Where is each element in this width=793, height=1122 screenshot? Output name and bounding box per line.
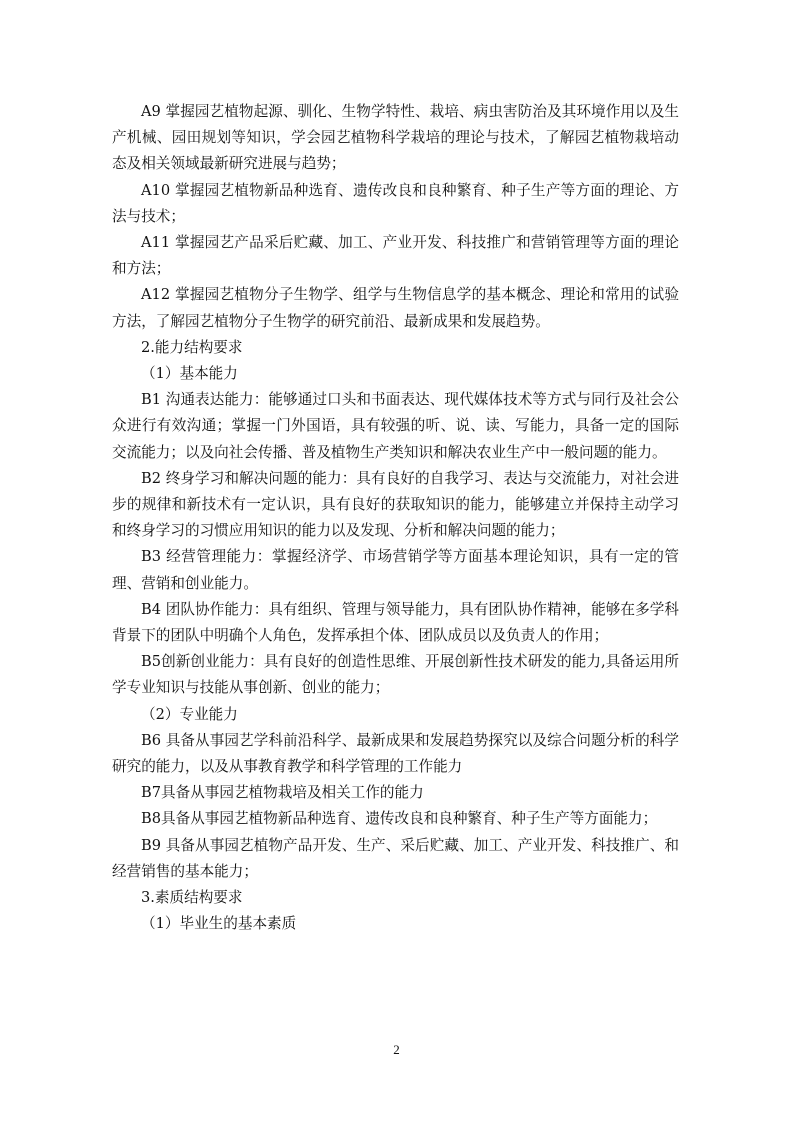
subheading-basic-quality: （1）毕业生的基本素质: [141, 915, 297, 933]
paragraph-b9: B9 具备从事园艺植物产品开发、生产、采后贮藏、加工、产业开发、科技推广、和经营销售的基本能力；: [112, 836, 679, 880]
section-heading-ability: 2.能力结构要求: [141, 338, 243, 356]
paragraph-b3: B3 经营管理能力：掌握经济学、市场营销学等方面基本理论知识，具有一定的管理、营销和创业能力。: [112, 548, 679, 592]
paragraph-b2: B2 终身学习和解决问题的能力：具有良好的自我学习、表达与交流能力，对社会进步的规律和新技术有一定认识，具有良好的获取知识的能力，能够建立并保持主动学习和终身学习的习惯应用知识的能力以及发现、分析和解决问题的能力；: [112, 469, 679, 540]
page-number: 2: [393, 1042, 400, 1057]
paragraph-b5: B5创新创业能力：具有良好的创造性思维、开展创新性技术研发的能力,具备运用所学专业知识与技能从事创新、创业的能力；: [112, 653, 679, 697]
paragraph-a10: A10 掌握园艺植物新品种选育、遗传改良和良种繁育、种子生产等方面的理论、方法与技术；: [112, 181, 679, 225]
paragraph-b6: B6 具备从事园艺学科前沿科学、最新成果和发展趋势探究以及综合问题分析的科学研究的能力，以及从事教育教学和科学管理的工作能力: [112, 731, 679, 776]
paragraph-a11: A11 掌握园艺产品采后贮藏、加工、产业开发、科技推广和营销管理等方面的理论和方法；: [112, 234, 679, 278]
paragraph-b1: B1 沟通表达能力：能够通过口头和书面表达、现代媒体技术等方式与同行及社会公众进行有效沟通；掌握一门外国语，具有较强的听、说、读、写能力，具备一定的国际交流能力；以及向社会传播、普及植物生产类知识和解决农业生产中一般问题的能力。: [112, 391, 679, 461]
paragraph-a9: A9 掌握园艺植物起源、驯化、生物学特性、栽培、病虫害防治及其环境作用以及生产机械、园田规划等知识，学会园艺植物科学栽培的理论与技术，了解园艺植物栽培动态及相关领域最新研究进展与趋势；: [112, 103, 679, 173]
subheading-professional-ability: （2）专业能力: [141, 705, 238, 723]
section-heading-quality: 3.素质结构要求: [141, 889, 243, 907]
paragraph-b8: B8具备从事园艺植物新品种选育、遗传改良和良种繁育、种子生产等方面能力；: [141, 810, 658, 828]
subheading-basic-ability: （1）基本能力: [141, 365, 238, 383]
paragraph-a12: A12 掌握园艺植物分子生物学、组学与生物信息学的基本概念、理论和常用的试验方法，了解园艺植物分子生物学的研究前沿、最新成果和发展趋势。: [112, 286, 679, 330]
paragraph-b7: B7具备从事园艺植物栽培及相关工作的能力: [141, 784, 424, 802]
paragraph-b4: B4 团队协作能力：具有组织、管理与领导能力，具有团队协作精神，能够在多学科背景下的团队中明确个人角色，发挥承担个体、团队成员以及负责人的作用；: [112, 600, 679, 645]
page-body: [112, 99, 679, 938]
